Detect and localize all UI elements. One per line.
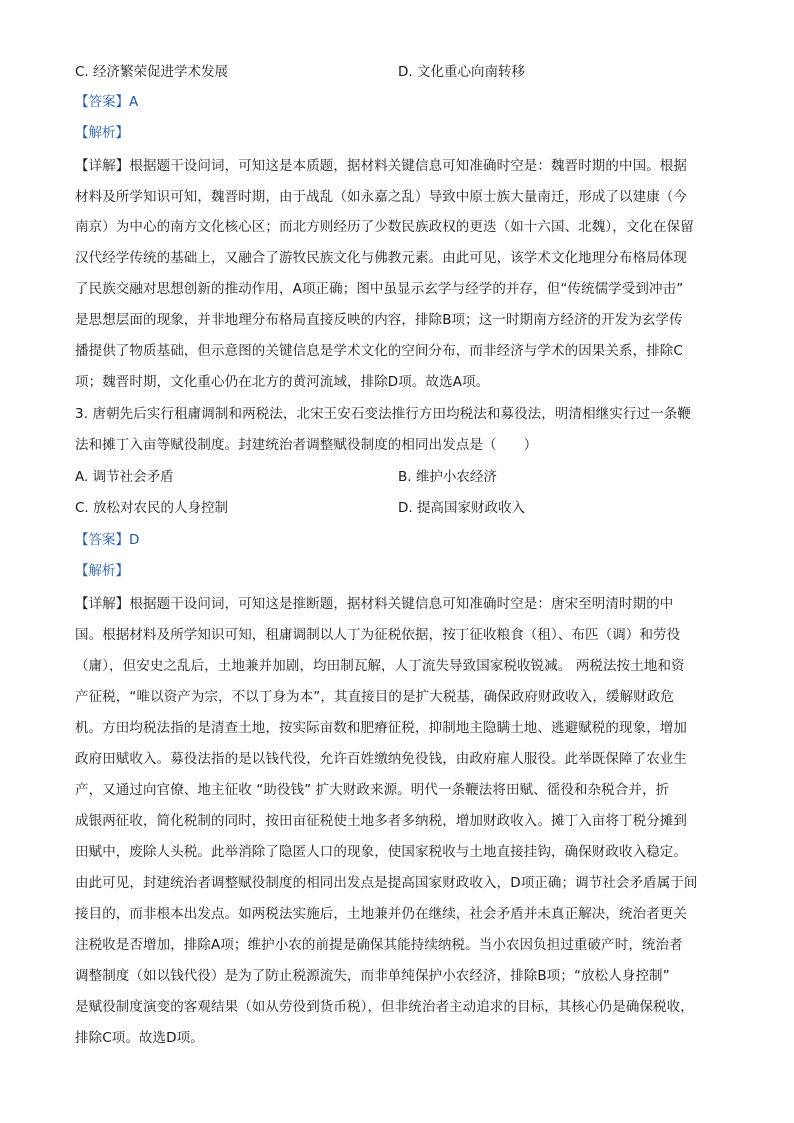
q2-detail-line: 播提供了物质基础，但示意图的关键信息是学术文化的空间分布，而非经济与学术的因果关系，排除C — [75, 343, 683, 359]
q2-answer: 【答案】A — [75, 94, 139, 110]
q3-detail-line: 成银两征收，简化税制的同时，按田亩征税使土地多者多纳税，增加财政收入。摊丁入亩将丁税分摊到 — [75, 813, 687, 829]
q2-detail-line: 项；魏晋时期，文化重心仍在北方的黄河流域，排除D项。故选A项。 — [75, 374, 490, 390]
q2-detail-line: 是思想层面的现象，并非地理分布格局直接反映的内容，排除B项；这一时期南方经济的开发为玄学传 — [75, 312, 683, 328]
q2-detail-line: 材料及所学知识可知，魏晋时期，由于战乱（如永嘉之乱）导致中原士族大量南迁，形成了以建康（今 — [75, 189, 687, 205]
q2-detail-line: 了民族交融对思想创新的推动作用，A项正确；图中虽显示玄学与经学的并存，但“传统儒学受到冲击” — [75, 281, 684, 297]
q2-option-d: D. 文化重心向南转移 — [398, 64, 525, 80]
q3-option-a: A. 调节社会矛盾 — [75, 469, 174, 485]
q2-detail-line: 汉代经学传统的基础上，又融合了游牧民族文化与佛教元素。由此可见，该学术文化地理分布格局体现 — [75, 250, 687, 266]
q3-detail-line: 产，又通过向官僚、地主征收 “助役钱” 扩大财政来源。明代一条鞭法将田赋、徭役和杂税合并，折 — [75, 782, 670, 798]
q2-analysis-heading: 【解析】 — [75, 125, 129, 141]
q3-detail-line: 【详解】根据题干设问词，可知这是推断题，据材料关键信息可知准确时空是：唐宋至明清时期的中 — [75, 596, 674, 612]
q3-detail-line: 田赋中，废除人头税。此举消除了隐匿人口的现象，使国家税收与土地直接挂钩，确保财政收入稳定。 — [75, 844, 687, 860]
q3-detail-line: 政府田赋收入。募役法指的是以钱代役，允许百姓缴纳免役钱，由政府雇人服役。此举既保障了农业生 — [75, 751, 687, 767]
q3-detail-line: 注税收是否增加，排除A项；维护小农的前提是确保其能持续纳税。当小农因负担过重破产时，统治者 — [75, 937, 683, 953]
q3-detail-line: 机。方田均税法指的是清查土地，按实际亩数和肥瘠征税，抑制地主隐瞒土地、逃避赋税的现象，增加 — [75, 720, 687, 736]
q2-option-c: C. 经济繁荣促进学术发展 — [75, 64, 229, 80]
q3-stem-line: 法和摊丁入亩等赋役制度。封建统治者调整赋役制度的相同出发点是（ ） — [75, 437, 538, 453]
q3-detail-line: 接目的，而非根本出发点。如两税法实施后，土地兼并仍在继续，社会矛盾并未真正解决，统治者更关 — [75, 906, 687, 922]
q3-stem-line: 3. 唐朝先后实行租庸调制和两税法，北宋王安石变法推行方田均税法和募役法，明清相继实行过一条鞭 — [75, 406, 691, 422]
q3-detail-line: 国。根据材料及所学知识可知，租庸调制以人丁为征税依据，按丁征收粮食（租）、布匹（调）和劳役 — [75, 627, 681, 643]
q3-option-b: B. 维护小农经济 — [398, 469, 497, 485]
q3-detail-line: 由此可见，封建统治者调整赋役制度的相同出发点是提高国家财政收入，D项正确；调节社会矛盾属于间 — [75, 875, 698, 891]
q3-detail-line: 排除C项。故选D项。 — [75, 1030, 204, 1046]
q3-detail-line: 是赋役制度演变的客观结果（如从劳役到货币税），但非统治者主动追求的目标，其核心仍是确保税收， — [75, 999, 694, 1015]
q3-detail-line: 产征税，“唯以资产为宗，不以丁身为本”，其直接目的是扩大税基，确保政府财政收入，缓解财政危 — [75, 689, 674, 705]
q3-analysis-heading: 【解析】 — [75, 563, 129, 579]
q3-detail-line: （庸），但安史之乱后，土地兼并加剧，均田制瓦解，人丁流失导致国家税收锐减。 两税法按土地和资 — [75, 658, 685, 674]
q3-answer: 【答案】D — [75, 532, 140, 548]
q2-detail-line: 南京）为中心的南方文化核心区；而北方则经历了少数民族政权的更迭（如十六国、北魏），文化在保留 — [75, 219, 694, 235]
q2-detail-line: 【详解】根据题干设问词，可知这是本质题，据材料关键信息可知准确时空是：魏晋时期的中国。根据 — [75, 158, 687, 174]
q3-option-c: C. 放松对农民的人身控制 — [75, 500, 229, 516]
q3-detail-line: 调整制度（如以钱代役）是为了防止税源流失，而非单纯保护小农经济，排除B项；“放松人身控制” — [75, 968, 670, 984]
q3-option-d: D. 提高国家财政收入 — [398, 500, 525, 516]
